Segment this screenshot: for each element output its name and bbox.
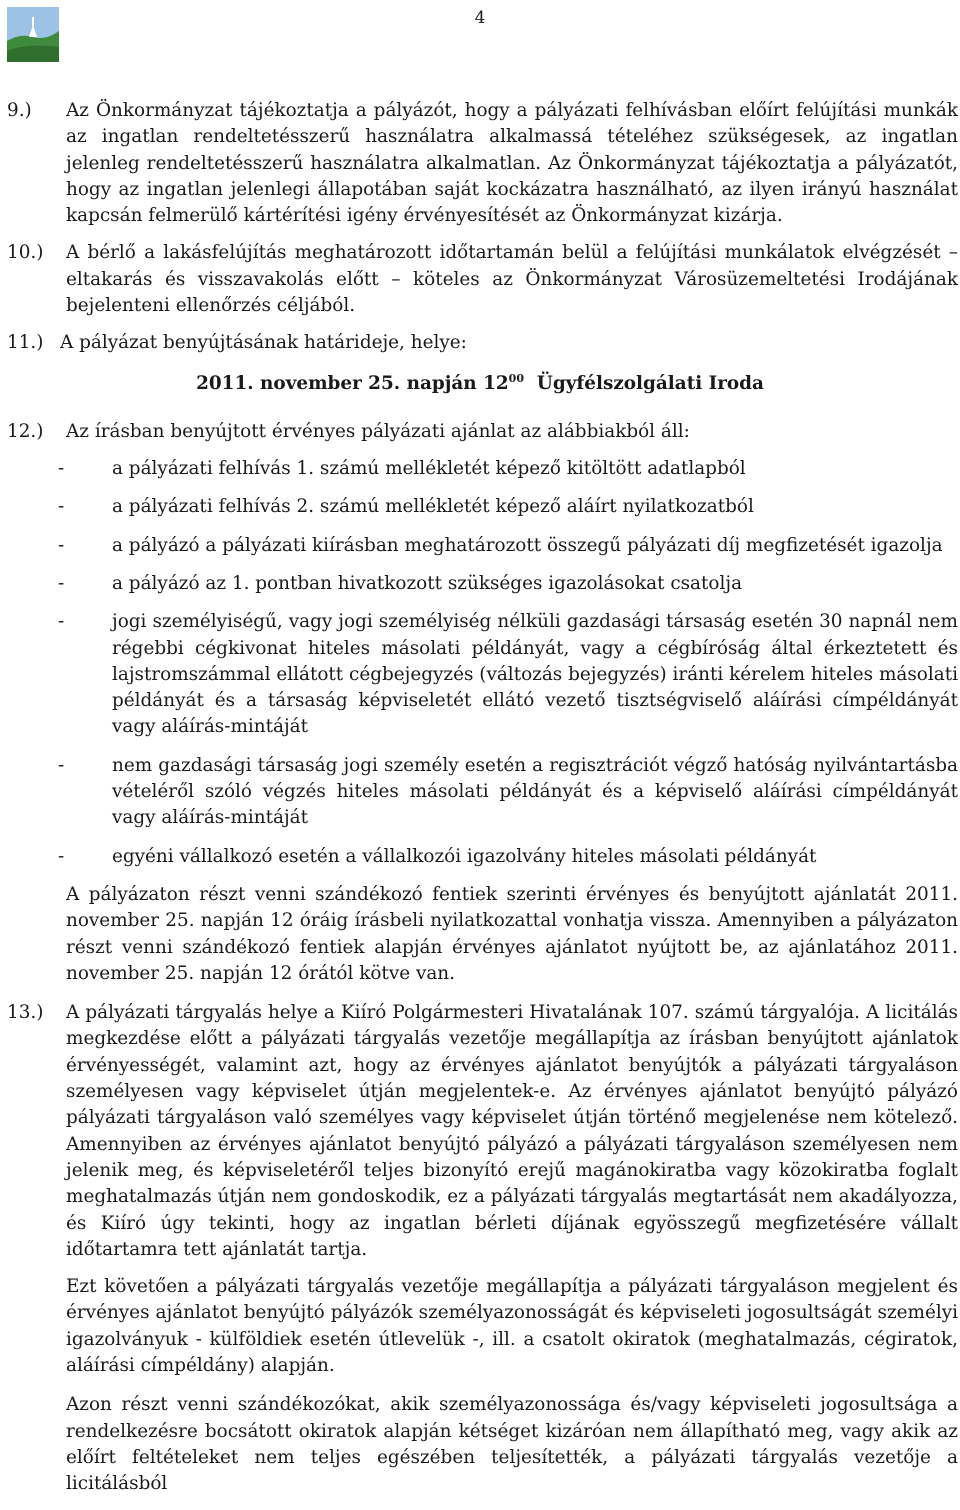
deadline-date: 2011. november 25. napján 12 xyxy=(196,372,509,394)
item-number: 9.) xyxy=(7,100,32,121)
identity-check-paragraph: Ezt követően a pályázati tárgyalás vezetője megállapítja a pályázati tárgyaláson megjelent és érvényes ajánlatot benyújtó pályázók személyazonosságát és képviseleti jogosultságát személyi igazolványuk - külföldiek esetén útlevelük -, ill. a csatolt okiratok (meghatalmazás, cégiratok, aláírási címpéldány) alapján. xyxy=(66,1276,958,1376)
list-item-text: a pályázati felhívás 2. számú mellékletét képező aláírt nyilatkozatból xyxy=(112,496,754,518)
list-dash: - xyxy=(58,845,65,867)
list-item xyxy=(0,494,960,520)
list-item-text: a pályázati felhívás 1. számú mellékletét képező kitöltött adatlapból xyxy=(112,458,746,480)
list-item xyxy=(0,571,960,597)
item-13 xyxy=(0,1000,960,1263)
list-dash: - xyxy=(58,572,65,594)
list-item xyxy=(0,609,960,740)
list-dash: - xyxy=(58,754,65,776)
item-number: 10.) xyxy=(7,242,44,264)
list-dash: - xyxy=(58,534,65,556)
list-dash: - xyxy=(58,458,65,480)
exclusion-paragraph: Azon részt venni szándékozókat, akik személyazonossága és/vagy képviseleti jogosultsága a rendelkezésre bocsátott okiratok alapján kétséget kizáróan nem állapítható meg, vagy akik az előírt feltételeket nem teljes egészében teljesítették, a pályázati tárgyalás vezetője a licitálásból xyxy=(66,1394,958,1495)
item-number: 13.) xyxy=(7,1002,44,1024)
deadline xyxy=(0,366,960,397)
list-item xyxy=(0,456,960,482)
withdrawal-paragraph: A pályázaton részt venni szándékozó fentiek szerinti érvényes és benyújtott ajánlatát 2011. november 25. napján 12 óráig írásbeli nyilatkozattal vonhatja vissza. Amennyiben a pályázaton részt venni szándékozó fentiek alapján érvényes ajánlatot nyújtott be, az ajánlatához 2011. november 25. napján 12 órától kötve van. xyxy=(66,883,958,984)
list-item-text: a pályázó az 1. pontban hivatkozott szükséges igazolásokat csatolja xyxy=(112,572,743,594)
list-item xyxy=(0,533,960,559)
document-body xyxy=(0,98,960,1510)
item-text: Az írásban benyújtott érvényes pályázati ajánlat az alábbiakból áll: xyxy=(66,420,690,442)
item-text: A bérlő a lakásfelújítás meghatározott időtartamán belül a felújítási munkálatok elvégzését – eltakarás és visszavakolás előtt – köteles az Önkormányzat Városüzemeltetési Irodájának bejelenteni ellenőrzés céljából. xyxy=(66,242,958,317)
item-text: Az Önkormányzat tájékoztatja a pályázót, hogy a pályázati felhívásban előírt felújítási munkák az ingatlan rendeltetésszerű használatra alkalmassá tételéhez szükségesek, az ingatlan jelenleg rendeltetésszerű használatra alkalmatlan. Az Önkormányzat tájékoztatja a pályázatót, hogy az ingatlan jelenlegi állapotában saját kockázatra használható, az ilyen irányú használat kapcsán felmerülő kártérítési igény érvényesítését az Önkormányzat kizárja. xyxy=(66,100,958,227)
list-dash: - xyxy=(58,496,65,518)
item-11 xyxy=(0,330,960,356)
item-number: 12.) xyxy=(7,420,44,442)
list-item xyxy=(0,753,960,832)
item-10 xyxy=(0,240,960,319)
requirements-list xyxy=(0,456,960,870)
deadline-minutes: 00 xyxy=(508,371,524,385)
item-12 xyxy=(0,419,960,445)
list-item-text: a pályázó a pályázati kiírásban meghatározott összegű pályázati díj megfizetését igazolja xyxy=(112,534,943,556)
list-item-text: jogi személyiségű, vagy jogi személyiség nélküli gazdasági társaság esetén 30 napnál nem régebbi cégkivonat hiteles másolati példányát, vagy a cégbíróság által érkeztetett és lajstromszámmal ellátott cégbejegyzés (változás bejegyzés) iránti kérelem hiteles másolati példányát és a társaság képviseletét ellátó vezető tisztségviselő aláírási címpéldányát vagy aláírás-mintáját xyxy=(112,611,958,738)
item-text: A pályázati tárgyalás helye a Kiíró Polgármesteri Hivatalának 107. számú tárgyalója. A licitálás megkezdése előtt a pályázati tárgyalás vezetője megállapítja az írásban benyújtott ajánlatok érvényességét, valamint azt, hogy az érvényes ajánlatot benyújtók a pályázati tárgyaláson személyesen vagy képviselet útján megjelentek-e. Az érvényes ajánlatot benyújtó pályázó pályázati tárgyaláson való személyes vagy képviselet útján történő megjelenése nem kötelező. Amennyiben az érvényes ajánlatot benyújtó pályázó a pályázati tárgyaláson személyesen nem jelenik meg, és képviseletéről teljes bizonyító erejű magánokiratba vagy közokiratba foglalt meghatalmazás útján nem gondoskodik, ez a pályázati tárgyalás megtartását nem akadályozza, és Kiíró úgy tekinti, hogy az ingatlan bérleti díjának egyösszegű megfizetésére vállalt időtartamra tett ajánlatát tartja. xyxy=(66,1002,958,1260)
deadline-place: Ügyfélszolgálati Iroda xyxy=(536,372,764,394)
item-text: A pályázat benyújtásának határideje, helye: xyxy=(60,332,467,354)
list-dash: - xyxy=(58,611,65,633)
item-number: 11.) xyxy=(7,332,44,354)
page-number: 4 xyxy=(474,8,486,28)
item-9 xyxy=(0,98,960,229)
list-item-text: nem gazdasági társaság jogi személy esetén a regisztrációt végző hatóság nyilvántartásba vételéről szóló végzés hiteles másolati példányát és a képviselő aláírási címpéldányát vagy aláírás-mintáját xyxy=(112,754,958,829)
list-item-text: egyéni vállalkozó esetén a vállalkozói igazolvány hiteles másolati példányát xyxy=(112,845,817,867)
list-item xyxy=(0,844,960,870)
